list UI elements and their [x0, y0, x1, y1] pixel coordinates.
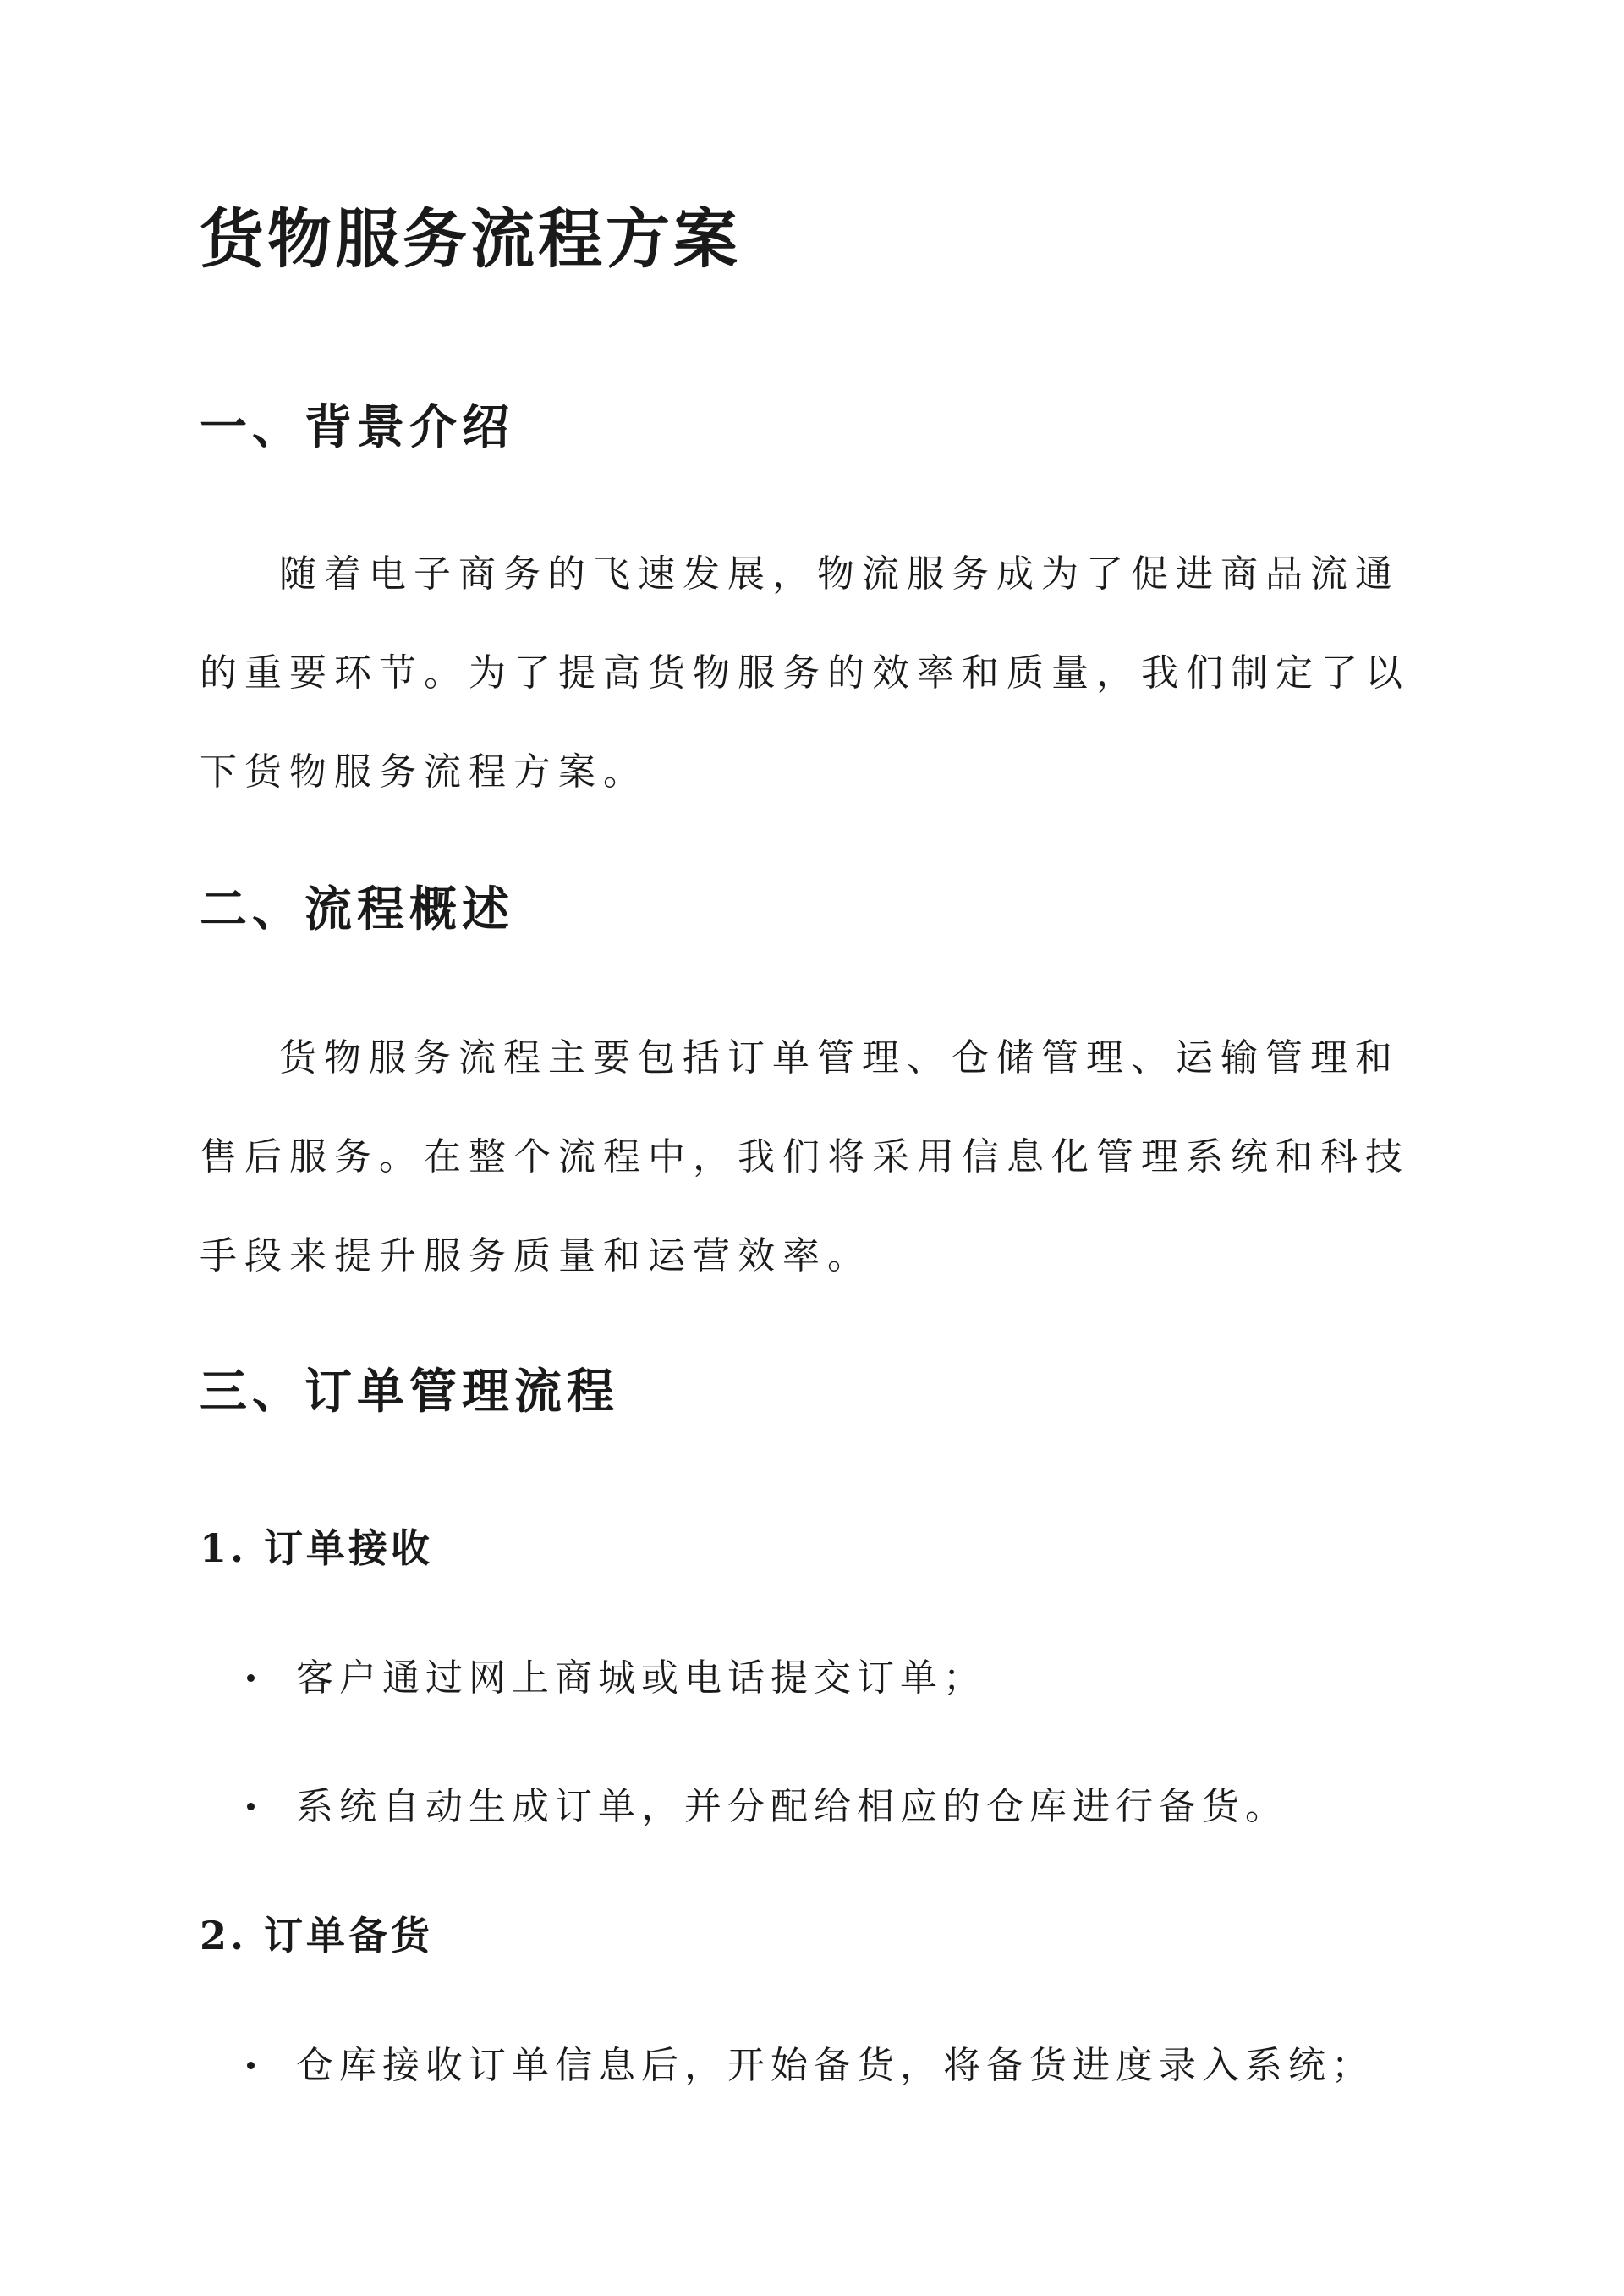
list-item-text: 仓库接收订单信息后，开始备货，将备货进度录入系统；	[296, 2044, 1374, 2087]
bullet-icon	[247, 1674, 255, 1682]
document-title: 货物服务流程方案	[200, 201, 741, 277]
list-item-text: 客户通过网上商城或电话提交订单；	[296, 1656, 986, 1700]
bullet-icon	[247, 1803, 255, 1810]
section-heading-process-overview: 二、流程概述	[200, 882, 514, 937]
section-heading-order-management: 三、订单管理流程	[200, 1364, 619, 1420]
list-item-text: 系统自动生成订单，并分配给相应的仓库进行备货。	[296, 1785, 1288, 1828]
subsection-heading-order-receipt: 1. 订单接收	[200, 1525, 434, 1571]
bullet-icon	[247, 2062, 255, 2069]
section-heading-background: 一、背景介绍	[200, 399, 514, 455]
subsection-heading-order-stocking: 2. 订单备货	[200, 1913, 434, 1958]
section-paragraph-process-overview: 货物服务流程主要包括订单管理、仓储管理、运输管理和售后服务。在整个流程中，我们将采用信息化管理系统和科技手段来提升服务质量和运营效率。	[200, 1036, 1410, 1277]
section-paragraph-background: 随着电子商务的飞速发展，物流服务成为了促进商品流通的重要环节。为了提高货物服务的效率和质量，我们制定了以下货物服务流程方案。	[200, 552, 1410, 794]
